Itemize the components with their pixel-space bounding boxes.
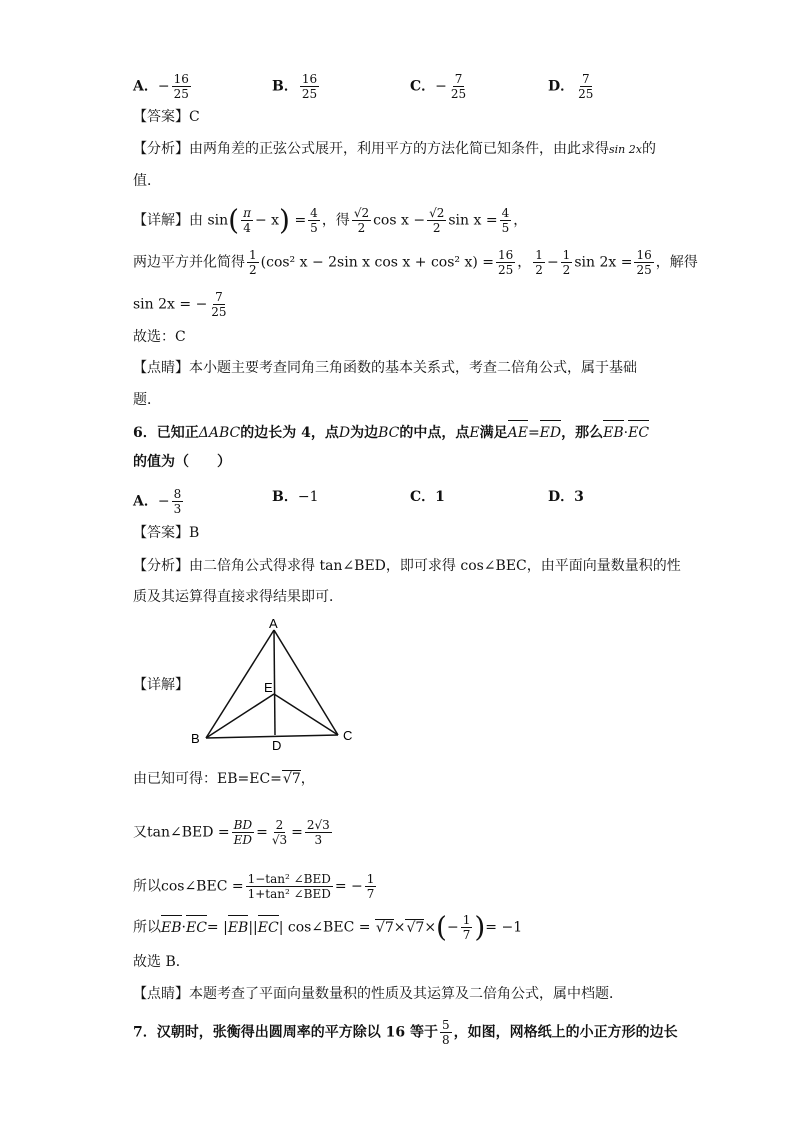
vector-ED: ED <box>539 425 562 441</box>
q6-option-d <box>548 487 584 507</box>
fraction <box>496 248 515 277</box>
fraction <box>561 248 573 277</box>
math-text: − x <box>254 212 280 229</box>
point-text: 本小题主要考查同角三角函数的基本关系式，考查二倍角公式，属于基础 <box>189 360 637 376</box>
segment-EC <box>274 694 338 735</box>
fraction-numerator: 2√3 <box>306 818 330 832</box>
math-inline: ΔABC <box>198 425 241 441</box>
option-value: 1 <box>435 489 445 505</box>
fraction-numerator: π <box>243 206 251 220</box>
label-B: B <box>191 731 200 746</box>
fraction-denominator: 5 <box>501 221 510 235</box>
math-text: − <box>546 254 559 271</box>
fraction-numerator: 1 <box>366 872 375 886</box>
fraction-numerator: 1 <box>462 913 471 927</box>
math-text: sin 2x = <box>574 254 633 271</box>
label-A: A <box>269 616 278 631</box>
fraction-numerator: 16 <box>498 248 514 262</box>
fraction-denominator: 2 <box>535 263 543 277</box>
math-sin: sin <box>207 212 229 229</box>
fraction-numerator: 7 <box>454 72 463 86</box>
math-eq: = <box>291 824 303 841</box>
fraction <box>500 206 512 235</box>
fraction-denominator: 2 <box>357 221 366 235</box>
q5-option-b <box>272 72 321 101</box>
q5-option-a <box>133 72 193 101</box>
fraction-numerator: BD <box>233 818 253 832</box>
detail-text: 由 <box>189 212 203 229</box>
detail-text: 所以 <box>133 878 161 895</box>
math-text: (cos² x − 2sin x cos x + cos² x) = <box>260 254 495 271</box>
detail-text: ， <box>300 771 315 787</box>
stem-text: ，如图，网格纸上的小正方形的边长 <box>453 1024 678 1041</box>
option-fraction <box>172 72 191 101</box>
analysis-text: 由二倍角公式得求得 tan∠BED，即可求得 cos∠BEC，由平面向量数量积的性 <box>189 558 681 574</box>
fraction <box>270 818 289 847</box>
math-inline: BC <box>378 425 400 441</box>
fraction-denominator: 2 <box>249 263 257 277</box>
fraction <box>241 206 253 235</box>
fraction <box>209 290 228 319</box>
fraction-denominator: 25 <box>636 263 652 277</box>
vector-EB: EB <box>603 425 624 441</box>
point-tag: 【点睛】 <box>133 986 189 1002</box>
choose-text: 故选：C <box>133 329 186 345</box>
option-fraction <box>172 487 184 516</box>
q6-detail-tag <box>133 675 189 695</box>
stem-text: 6．已知正 <box>133 425 199 441</box>
option-sign: − <box>157 78 170 95</box>
analysis-text: 由两角差的正弦公式展开，利用平方的方法化简已知条件，由此求得 <box>189 141 609 157</box>
fraction-denominator: 4 <box>243 221 251 235</box>
math-sqrt: √7 <box>406 919 425 936</box>
fraction-numerator: 1 <box>249 248 257 262</box>
analysis-text: 的 <box>641 141 656 157</box>
fraction-denominator: 2 <box>562 263 571 277</box>
q6-point-line-1 <box>133 984 623 1004</box>
fraction <box>305 818 332 847</box>
option-label: D． <box>548 78 575 95</box>
detail-text: 又 <box>133 824 147 841</box>
fraction <box>247 248 259 277</box>
math-text: sin 2x = − <box>133 296 208 313</box>
stem-text: 为边 <box>350 425 379 441</box>
paren-close: ) <box>279 203 290 237</box>
math-eq: = <box>527 425 540 441</box>
q5-option-c <box>410 72 470 101</box>
label-C: C <box>343 728 353 743</box>
option-label: B． <box>272 489 298 505</box>
segment-BE <box>206 694 274 738</box>
math-inline: D <box>338 425 351 441</box>
fraction-denominator: 25 <box>301 87 318 101</box>
math-times: × <box>393 919 406 936</box>
option-fraction <box>449 72 468 101</box>
math-text: | cos∠BEC = <box>278 919 371 936</box>
fraction-numerator: 16 <box>301 72 318 86</box>
fraction-numerator: √2 <box>429 206 445 220</box>
stem-text: 7．汉朝时，张衡得出圆周率的平方除以 16 等于 <box>133 1024 438 1041</box>
edge-AC <box>274 630 338 735</box>
q5-option-d <box>548 72 597 101</box>
q6-known <box>133 769 315 789</box>
fraction-numerator: 5 <box>441 1018 450 1032</box>
fraction <box>352 206 371 235</box>
fraction <box>533 248 545 277</box>
q5-detail-line-3 <box>133 290 231 319</box>
q6-stem-line-2 <box>133 452 231 472</box>
math-eq: = <box>256 824 268 841</box>
fraction-denominator: 5 <box>310 221 318 235</box>
paren-open: ( <box>436 910 447 944</box>
detail-text: ，解得 <box>655 254 698 271</box>
q5-choose <box>133 327 186 347</box>
stem-text: 的边长为 4，点 <box>240 425 339 441</box>
q6-analysis-line-2 <box>133 587 343 607</box>
fraction-numerator: 7 <box>581 72 590 86</box>
fraction <box>308 206 320 235</box>
analysis-text: 值． <box>133 173 161 189</box>
fraction-numerator: √2 <box>353 206 370 220</box>
option-label: C． <box>410 78 436 95</box>
vector-AE: AE <box>507 425 528 441</box>
detail-text: ，得 <box>321 212 350 229</box>
math-inline: sin 2x <box>609 143 642 156</box>
analysis-tag: 【分析】 <box>133 558 189 574</box>
fraction <box>440 1018 452 1047</box>
answer-value: C <box>189 109 200 125</box>
detail-tag: 【详解】 <box>133 677 189 693</box>
fraction-denominator: 3 <box>314 833 323 847</box>
fraction-numerator: 1−tan² ∠BED <box>247 872 331 886</box>
q5-point-line-2 <box>133 390 161 410</box>
math-text: − <box>446 919 459 936</box>
point-text: 本题考查了平面向量数量积的性质及其运算及二倍角公式，属中档题． <box>189 986 623 1002</box>
option-sign: − <box>435 78 447 95</box>
paren-open: ( <box>228 203 240 237</box>
q6-option-c <box>410 487 445 507</box>
q6-answer <box>133 523 199 543</box>
math-dot: · <box>181 919 186 936</box>
q6-cos-line <box>133 872 378 901</box>
fraction-denominator: 7 <box>366 887 375 901</box>
detail-text: 由已知可得：EB=EC= <box>133 771 282 787</box>
fraction-numerator: 8 <box>173 487 182 501</box>
answer-tag: 【答案】 <box>133 109 189 125</box>
math-text: || <box>248 919 258 936</box>
detail-text: ， <box>517 254 532 271</box>
fraction-numerator: 16 <box>173 72 189 86</box>
stem-text: ，那么 <box>561 425 604 441</box>
vector-EC: EC <box>628 425 650 441</box>
option-label: A． <box>133 493 158 510</box>
point-tag: 【点睛】 <box>133 360 189 376</box>
option-value: −1 <box>297 489 319 505</box>
label-E: E <box>264 680 273 695</box>
math-times: × <box>424 919 437 936</box>
fraction-numerator: 1 <box>562 248 571 262</box>
q7-stem-line-1 <box>133 1018 678 1047</box>
q6-analysis-line-1 <box>133 556 681 576</box>
paren-close: ) <box>474 910 486 944</box>
fraction-numerator: 4 <box>310 206 318 220</box>
fraction <box>461 913 473 942</box>
option-label: C． <box>410 489 436 505</box>
math-sqrt: √7 <box>375 919 394 936</box>
q5-detail-line-2 <box>133 248 698 277</box>
math-text: cos∠BEC = <box>161 878 244 895</box>
fraction-numerator: 1 <box>535 248 543 262</box>
q5-point-line-1 <box>133 358 637 378</box>
analysis-text: 质及其运算得直接求得结果即可． <box>133 589 343 605</box>
vector-EC: EC <box>185 919 207 936</box>
fraction-denominator: 25 <box>450 87 467 101</box>
option-sign: − <box>157 493 170 510</box>
fraction-denominator: 25 <box>498 263 514 277</box>
fraction-numerator: 4 <box>501 206 510 220</box>
math-text: tan∠BED = <box>147 824 230 841</box>
fraction-numerator: 16 <box>636 248 652 262</box>
fraction-denominator: 2 <box>432 221 441 235</box>
fraction-denominator: 3 <box>173 502 182 516</box>
fraction-denominator: √3 <box>271 833 288 847</box>
stem-text: 的值为（ ） <box>133 454 231 470</box>
q5-analysis-line-1 <box>133 139 656 160</box>
q5-answer <box>133 107 200 127</box>
math-eq: = − <box>334 878 363 895</box>
fraction-denominator: 1+tan² ∠BED <box>247 887 331 901</box>
math-dot: · <box>623 425 629 441</box>
stem-text: 满足 <box>479 425 508 441</box>
math-sqrt: √7 <box>282 771 301 787</box>
detail-text: ， <box>513 212 528 229</box>
vector-EC: EC <box>257 919 279 936</box>
detail-text: 两边平方并化简得 <box>133 254 245 271</box>
fraction <box>427 206 446 235</box>
option-fraction <box>576 72 595 101</box>
q6-stem-line-1 <box>133 423 649 443</box>
answer-tag: 【答案】 <box>133 525 189 541</box>
math-inline: E <box>469 425 480 441</box>
q6-option-a <box>133 487 185 516</box>
math-text: cos x − <box>373 212 426 229</box>
math-text: sin x = <box>448 212 498 229</box>
fraction <box>232 818 254 847</box>
q6-dot-line <box>133 910 523 944</box>
q6-choose <box>133 952 190 972</box>
fraction-numerator: 2 <box>275 818 284 832</box>
option-label: D． <box>548 489 575 505</box>
fraction-denominator: 25 <box>173 87 189 101</box>
fraction-denominator: 8 <box>441 1033 450 1047</box>
triangle-figure <box>188 612 360 754</box>
segment-AD <box>274 630 275 735</box>
fraction-denominator: 25 <box>211 305 227 319</box>
fraction-denominator: 25 <box>578 87 594 101</box>
fraction <box>246 872 333 901</box>
math-text: = −1 <box>485 919 523 936</box>
q6-option-b <box>272 487 318 507</box>
option-value: 3 <box>574 489 584 505</box>
option-label: A． <box>133 78 158 95</box>
label-D: D <box>272 738 282 753</box>
fraction-denominator: ED <box>233 833 253 847</box>
option-label: B． <box>272 78 298 95</box>
fraction <box>634 248 653 277</box>
q5-analysis-line-2 <box>133 171 161 191</box>
point-text: 题． <box>133 392 161 408</box>
math-text: = | <box>206 919 228 936</box>
detail-text: 所以 <box>133 919 161 936</box>
answer-value: B <box>189 525 200 541</box>
detail-tag: 【详解】 <box>133 212 189 229</box>
fraction <box>365 872 377 901</box>
option-fraction <box>300 72 319 101</box>
stem-text: 的中点，点 <box>399 425 470 441</box>
q6-tan-line <box>133 818 334 847</box>
math-eq: = <box>294 212 307 229</box>
vector-EB: EB <box>161 919 182 936</box>
fraction-numerator: 7 <box>215 290 223 304</box>
choose-text: 故选 B． <box>133 954 190 970</box>
fraction-denominator: 7 <box>462 928 471 942</box>
q5-detail-line-1 <box>133 203 528 237</box>
analysis-tag: 【分析】 <box>133 141 189 157</box>
vector-EB: EB <box>227 919 249 936</box>
